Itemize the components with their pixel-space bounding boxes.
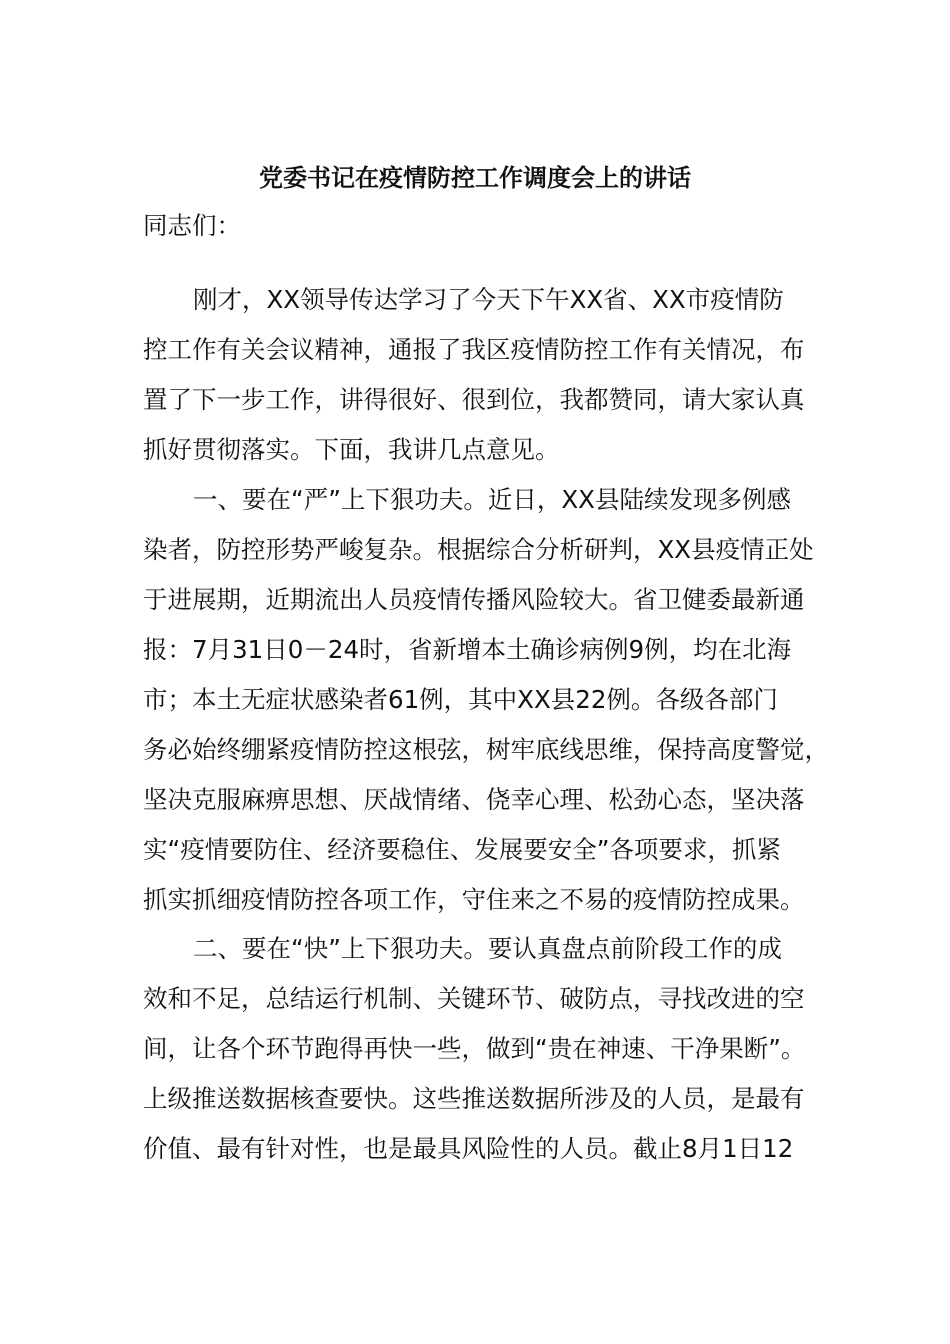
paragraph-line: 二、要在“快”上下狠功夫。要认真盘点前阶段工作的成 <box>193 934 782 963</box>
salutation: 同志们： <box>143 211 241 240</box>
paragraph-line: 价值、最有针对性，也是最具风险性的人员。截止8月1日12 <box>143 1134 794 1163</box>
paragraph-line: 市；本土无症状感染者61例，其中XX县22例。各级各部门 <box>143 685 778 714</box>
paragraph-line: 上级推送数据核查要快。这些推送数据所涉及的人员，是最有 <box>143 1084 805 1113</box>
paragraph-line: 实“疫情要防住、经济要稳住、发展要安全”各项要求，抓紧 <box>143 835 781 864</box>
paragraph-line: 抓好贯彻落实。下面，我讲几点意见。 <box>143 435 560 464</box>
paragraph-line: 效和不足，总结运行机制、关键环节、破防点，寻找改进的空 <box>143 984 805 1013</box>
paragraph-line: 抓实抓细疫情防控各项工作，守住来之不易的疫情防控成果。 <box>143 885 805 914</box>
paragraph-line: 间，让各个环节跑得再快一些，做到“贵在神速、干净果断”。 <box>143 1034 806 1063</box>
paragraph-line: 坚决克服麻痹思想、厌战情绪、侥幸心理、松劲心态，坚决落 <box>143 785 805 814</box>
paragraph-line: 于进展期，近期流出人员疫情传播风险较大。省卫健委最新通 <box>143 585 805 614</box>
paragraph-line: 染者，防控形势严峻复杂。根据综合分析研判，XX县疫情正处 <box>143 535 814 564</box>
paragraph-line: 一、要在“严”上下狠功夫。近日，XX县陆续发现多例感 <box>193 485 791 514</box>
document-title: 党委书记在疫情防控工作调度会上的讲话 <box>259 164 691 192</box>
paragraph-line: 务必始终绷紧疫情防控这根弦，树牢底线思维，保持高度警觉， <box>143 735 829 764</box>
paragraph-line: 刚才，XX领导传达学习了今天下午XX省、XX市疫情防 <box>193 285 784 314</box>
paragraph-line: 置了下一步工作，讲得很好、很到位，我都赞同，请大家认真 <box>143 385 805 414</box>
paragraph-line: 控工作有关会议精神，通报了我区疫情防控工作有关情况，布 <box>143 335 805 364</box>
paragraph-line: 报：7月31日0－24时，省新增本土确诊病例9例，均在北海 <box>143 635 792 664</box>
